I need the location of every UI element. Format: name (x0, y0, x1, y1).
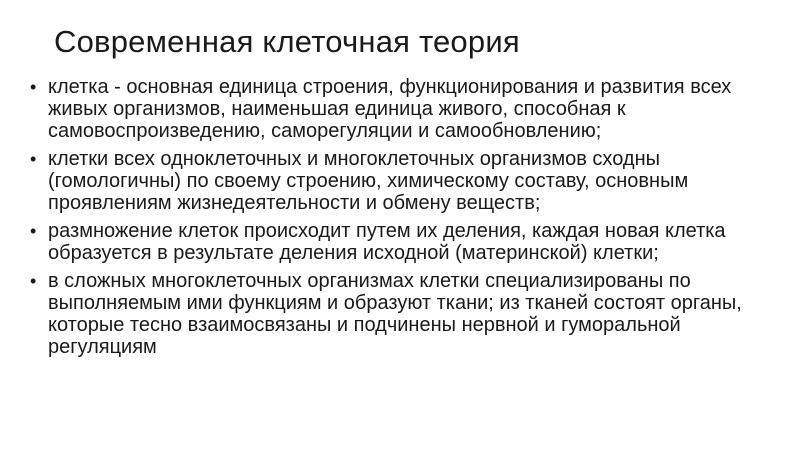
bullet-text: клетка - основная единица строения, функционирования и развития всех живых организмов, наименьшая единица живого, способная к самовоспроизведению, саморегуляции и самообновлению; (48, 76, 732, 142)
bullet-text: размножение клеток происходит путем их деления, каждая новая клетка образуется в результате деления исходной (материнской) клетки; (48, 220, 726, 264)
bullet-text: в сложных многоклеточных организмах клетки специализированы по выполняемым ими функциям и образуют ткани; из тканей состоят органы, которые тесно взаимосвязаны и подчинены нервной и гуморальной регуляциям (48, 270, 742, 358)
bullet-list (28, 76, 780, 364)
bullet-text: клетки всех одноклеточных и многоклеточных организмов сходны (гомологичны) по своему строению, химическому составу, основным проявлениям жизнедеятельности и обмену веществ; (48, 148, 689, 214)
slide-title: Современная клеточная теория (54, 24, 520, 59)
bullet-item (28, 270, 780, 358)
bullet-item (28, 76, 780, 142)
bullet-item (28, 148, 780, 214)
bullet-marker: • (30, 271, 37, 291)
bullet-item (28, 220, 780, 264)
bullet-marker: • (30, 77, 37, 97)
bullet-marker: • (30, 221, 37, 241)
bullet-marker: • (30, 149, 37, 169)
